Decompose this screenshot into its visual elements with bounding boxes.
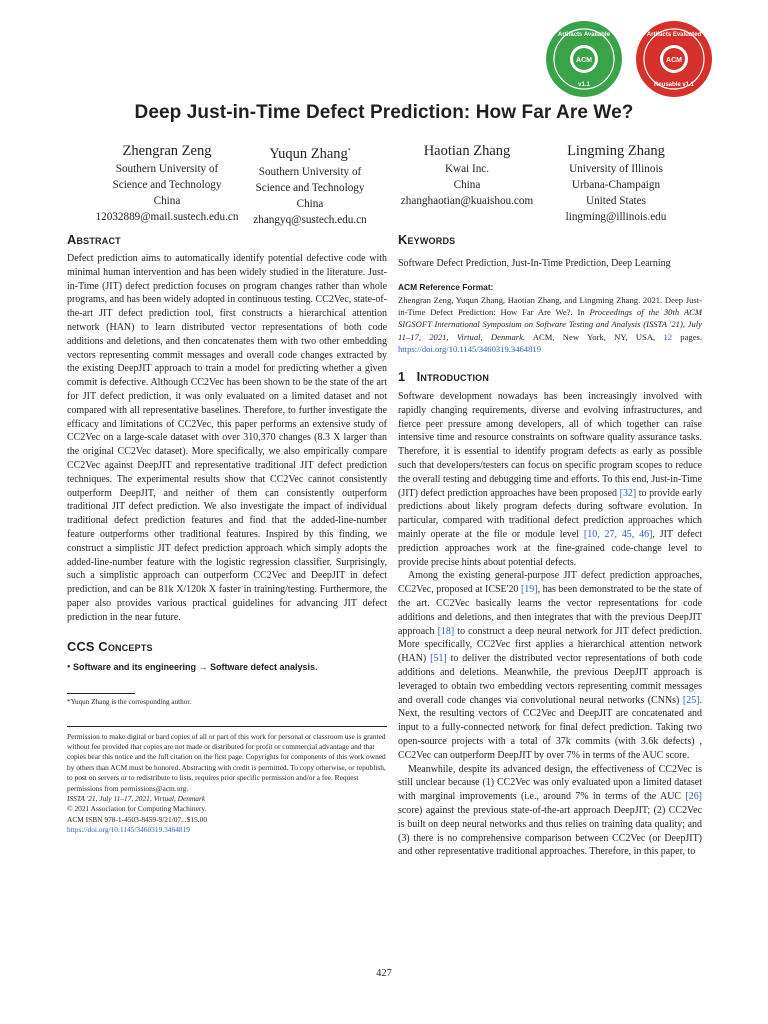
author-affiliation: Southern University of [115, 163, 219, 175]
section-number: 1 [398, 369, 406, 385]
intro-text: to construct a deep neural network for JIT defect prediction. More specifically, CC2Vec first applies a hierarchical attention network (HAN) [398, 625, 703, 665]
author-email: zhangyq@sustech.edu.cn [253, 214, 367, 226]
citation-link[interactable]: [10, 27, 45, 46] [583, 528, 653, 540]
author-affiliation: Kwai Inc. [444, 163, 490, 175]
intro-text: , has been demonstrated to be the state of the art. CC2Vec basically learns the vector representations for code additions and deletions, and then integrates that with the previous DeepJIT approach [398, 584, 702, 637]
author-affiliation: Urbana-Champaign [571, 179, 661, 191]
badge-bottom-text: v1.1 [578, 82, 590, 88]
citation-link[interactable]: [26] [685, 791, 702, 803]
intro-text: Meanwhile, despite its advanced design, the effectiveness of CC2Vec is still unclear because (1) CC2Vec was only evaluated upon a limited dataset with marginal improvements (i.e., around 7% in terms of the AUC [398, 763, 702, 803]
ccs-period: . [315, 661, 318, 673]
intro-text: . Next, the resulting vectors of CC2Vec and DeepJIT are concatenated and input to a fully-connected network for final defect prediction. Taking two open-source projects with a total of 37k commits (with 3.6k defects) , CC2Vec can outperform DeepJIT by over 7% in terms of the AUC score. [398, 694, 702, 761]
ccs-bullet: • [67, 661, 71, 673]
corresponding-author-footnote: *Yuqun Zhang is the corresponding author. [67, 697, 192, 706]
badge-bottom-text: Reusable v1.1 [653, 82, 695, 88]
citation-link[interactable]: [25] [682, 694, 700, 706]
author-email: zhanghaotian@kuaishou.com [400, 195, 534, 207]
author-affiliation: Southern University of [258, 166, 362, 178]
reference-tail: ACM, New York, NY, USA, [532, 331, 656, 342]
left-column [67, 232, 387, 836]
author-country: United States [586, 195, 646, 207]
reference-pages-label: pages. [680, 331, 702, 342]
artifacts-evaluated-badge-icon [635, 20, 713, 98]
permission-venue: ISSTA '21, July 11–17, 2021, Virtual, Denmark [67, 793, 206, 803]
keywords-heading: Keywords [398, 232, 456, 247]
author-country: China [453, 179, 481, 191]
citation-link[interactable]: [32] [619, 487, 637, 499]
intro-text: score) against the previous state-of-the-art approach DeepJIT; (2) CC2Vec is built on deep neural networks and thus relies on training data quality; and (3) there is no comprehensive comparison between CC2Vec (or DeepJIT) and other representative traditional approaches. Therefore, in this paper, to [398, 804, 702, 858]
reference-pages[interactable]: 12 [663, 331, 673, 342]
abstract-heading: Abstract [67, 232, 121, 247]
permission-text: Permission to make digital or hard copies of all or part of this work for personal or classroom use is granted without fee provided that copies are not made or distributed for profit or commercial advantage and that copies bear this notice and the full citation on the first page. Copyrights for components of this work owned by others than ACM must be honored. Abstracting with credit is permitted. To copy otherwise, or republish, to post on servers or to redistribute to lists, requires prior specific permission and/or a fee. Request permissions from permissions@acm.org. [67, 731, 386, 793]
reference-authors: Zhengran Zeng, Yuqun Zhang, Haotian Zhang, and Lingming Zhang. 2021. Deep Just-in-Time Defect Prediction: How Far Are We?. In [398, 295, 702, 318]
reference-doi-link[interactable]: https://doi.org/10.1145/3460319.3464819 [398, 343, 541, 354]
author-affiliation: Science and Technology [255, 182, 365, 194]
permission-divider [67, 726, 387, 727]
author-block-4 [521, 142, 711, 225]
author-name: Haotian Zhang [423, 143, 511, 159]
author-email: 12032889@mail.sustech.edu.cn [95, 211, 239, 223]
badge-logo-text: ACM [576, 57, 592, 64]
permission-isbn: ACM ISBN 978-1-4503-8459-9/21/07...$15.00 [67, 814, 208, 824]
author-affiliation: Science and Technology [112, 179, 222, 191]
ccs-concept [67, 662, 387, 673]
corresponding-author-mark: * [347, 148, 351, 154]
author-name: Zhengran Zeng [122, 143, 212, 159]
author-name: Yuqun Zhang [269, 146, 348, 162]
reference-text [398, 294, 702, 355]
abstract-text: Defect prediction aims to automatically identify potential defective code with minimal human intervention and has been widely studied in the literature. Just-in-Time (JIT) defect prediction focuses on program changes rather than whole programs, and has been widely adopted in continuous testing. CC2Vec, state-of-the-art JIT defect prediction tool, first constructs a hierarchical attention network (HAN) to learn distributed vector representations of both code additions and deletions, and then concatenates them with two other embedding vectors representing commit messages and overall code changes extracted by the existing DeepJIT approach to train a model for predicting whether a given commit is defective. Although CC2Vec has been shown to be the state of the art for JIT defect prediction, it was only evaluated on a limited dataset and not compared with all representative baselines. Therefore, to further investigate the efficacy and limitations of CC2Vec, this paper performs an extensive study of CC2Vec on a large-scale dataset with over 310,370 changes (8.3 X larger than the original CC2Vec dataset). More specifically, we also empirically compare CC2Vec against DeepJIT and representative traditional JIT defect prediction techniques. The experimental results show that CC2Vec cannot consistently outperform DeepJIT, and neither of them can consistently outperform traditional JIT defect prediction. We also investigate the impact of individual traditional defect prediction features and find that the added-line-number feature outperforms other traditional features. Inspired by this finding, we construct a simplistic JIT defect prediction approach which simply adopts the added-line-number feature with the logistic regression classifier. Surprisingly, such a simplistic approach can outperform CC2Vec and DeepJIT in defect prediction, and can be 81k X/120k X faster in training/testing. Furthermore, the paper also provides various practical guidelines for advancing JIT defect prediction in the near future. [67, 253, 387, 623]
intro-paragraph-3 [398, 763, 702, 860]
citation-link[interactable]: [18] [437, 625, 455, 637]
right-column [398, 232, 702, 859]
citation-link[interactable]: [51] [430, 653, 447, 665]
artifact-badges [545, 20, 725, 98]
page-number: 427 [376, 968, 392, 979]
keywords-text: Software Defect Prediction, Just-In-Time Prediction, Deep Learning [398, 258, 671, 269]
ccs-item: Software and its engineering → Software defect analysis [73, 661, 316, 672]
intro-text: Among the existing general-purpose JIT defect prediction approaches, CC2Vec, proposed at ICSE'20 [398, 570, 702, 596]
reference-venue: Proceedings of the 30th ACM SIGSOFT International Symposium on Software Testing and Analysis (ISSTA '21), July 11–17, 2021, Virtual, Denmark. [398, 307, 702, 342]
author-country: China [296, 198, 324, 210]
author-country: China [153, 195, 181, 207]
badge-top-text: Artifacts Available [558, 32, 610, 38]
badge-logo-text: ACM [666, 57, 682, 64]
reference-heading: ACM Reference Format: [398, 282, 494, 292]
permission-doi-link[interactable]: https://doi.org/10.1145/3460319.3464819 [67, 825, 190, 835]
introduction-heading [398, 369, 702, 384]
intro-text: to deliver the distributed vector representations of both code additions and deletions. Meanwhile, the previous DeepJIT approach is leveraged to obtain two embedding vectors representing commit messages and overall code changes via convolutional neural networks (CNNs) [398, 653, 702, 706]
footnote-divider [67, 693, 135, 694]
artifacts-available-badge-icon [545, 20, 623, 98]
ccs-heading: CCS Concepts [67, 638, 153, 654]
author-name: Lingming Zhang [567, 143, 665, 159]
permission-copyright: © 2021 Association for Computing Machinery. [67, 804, 207, 814]
citation-link[interactable]: [19] [520, 584, 538, 596]
intro-text: , JIT defect prediction approaches work at the fine-grained code-change level to provide precise hints about potential defects. [398, 528, 703, 568]
author-affiliation: University of Illinois [569, 163, 663, 175]
author-email: lingming@illinois.edu [565, 211, 667, 223]
intro-paragraph-1 [398, 390, 702, 569]
intro-text: Software development nowadays has been increasingly involved with rapidly changing requirements, diverse and evolving infrastructures, and fierce peer pressure among developers, all of which together can raise intensive time and resource constraints on software quality assurance tasks. Therefore, it is essential to identify program defects as early as possible such that developers/testers can focus on specific program scopes to reduce the overall testing and debugging time and efforts. To this end, Just-in-Time (JIT) defect prediction approaches have been proposed [398, 391, 702, 499]
intro-text: to provide early predictions about likely program defects during software evolution. In particular, compared with traditional defect prediction approaches which mainly operate at the file or module level [398, 487, 702, 540]
badge-top-text: Artifacts Evaluated [646, 32, 702, 38]
paper-title: Deep Just-in-Time Defect Prediction: How Far Are We? [134, 102, 634, 123]
section-title: Introduction [416, 369, 490, 385]
intro-paragraph-2 [398, 569, 702, 762]
permission-block [67, 732, 387, 836]
